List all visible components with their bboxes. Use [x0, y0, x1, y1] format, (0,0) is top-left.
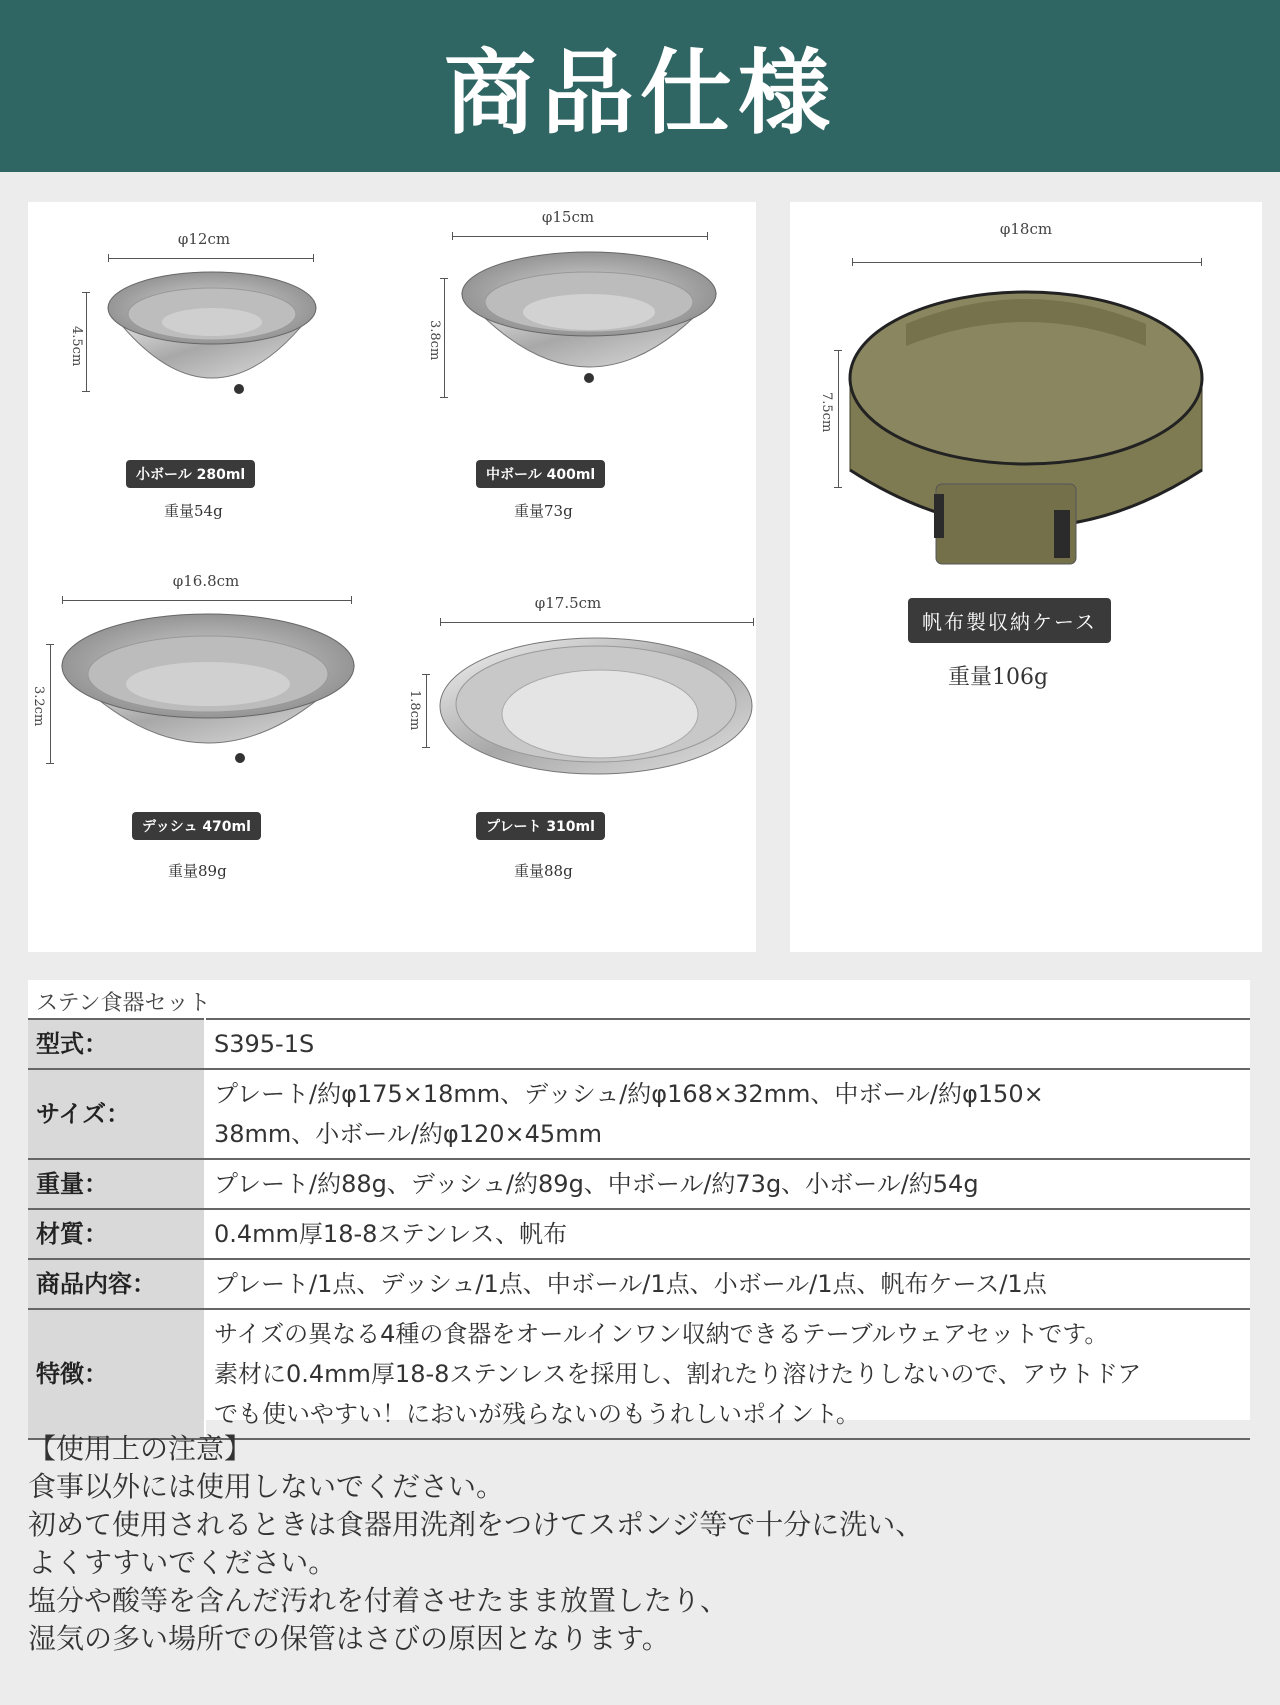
diameter-line — [452, 236, 708, 237]
height-line — [86, 292, 87, 392]
height-line — [838, 350, 839, 488]
value-line: 0.4mm厚18-8ステンレス、帆布 — [214, 1220, 568, 1248]
plate-image — [438, 628, 754, 778]
notes-line: 初めて使用されるときは食器用洗剤をつけてスポンジ等で十分に洗い、 — [28, 1508, 924, 1541]
plate-item — [388, 572, 756, 952]
row-value — [205, 1209, 1250, 1259]
item-name-badge: デッシュ 470ml — [132, 812, 261, 840]
notes-line: 湿気の多い場所での保管はさびの原因となります。 — [28, 1622, 670, 1655]
row-value — [205, 1019, 1250, 1069]
row-label: 商品内容： — [28, 1259, 205, 1309]
diameter-line — [440, 622, 754, 623]
spec-title: ステン食器セット — [36, 991, 211, 1016]
diameter-label: φ12cm — [177, 230, 231, 248]
small-bowl-item — [28, 202, 388, 532]
value-line: S395-1S — [214, 1030, 315, 1058]
height-label: 1.8cm — [407, 690, 422, 731]
height-line — [444, 278, 445, 398]
height-line — [50, 644, 51, 764]
value-line: サイズの異なる4種の食器をオールインワン収納できるテーブルウェアセットです。 — [214, 1320, 1109, 1348]
spec-section — [28, 980, 1250, 1428]
item-weight: 重量73g — [514, 502, 573, 520]
height-line — [426, 674, 427, 748]
notes-line: 塩分や酸等を含んだ汚れを付着させたまま放置したり、 — [28, 1584, 729, 1617]
row-value — [205, 1159, 1250, 1209]
row-label: 型式： — [28, 1019, 205, 1069]
value-line: 38mm、小ボール/約φ120×45mm — [214, 1120, 602, 1148]
case-weight: 重量106g — [948, 665, 1049, 690]
table-row — [28, 1019, 1250, 1069]
diameter-line — [852, 262, 1202, 263]
value-line: プレート/約φ175×18mm、デッシュ/約φ168×32mm、中ボール/約φ150× — [214, 1080, 1044, 1108]
row-label: 重量： — [28, 1159, 205, 1209]
height-label: 3.8cm — [427, 320, 442, 361]
page-title: 商品仕様 — [443, 40, 836, 147]
notes-line: 食事以外には使用しないでください。 — [28, 1470, 505, 1503]
small-bowl-image — [104, 268, 320, 408]
diameter-line — [108, 258, 314, 259]
storage-case-image — [846, 284, 1206, 570]
height-label: 3.2cm — [31, 686, 46, 727]
spec-table — [28, 1018, 1250, 1440]
item-weight: 重量54g — [164, 502, 223, 520]
row-value — [205, 1259, 1250, 1309]
diameter-label: φ16.8cm — [172, 572, 240, 590]
usage-notes — [28, 1430, 1258, 1658]
table-row — [28, 1259, 1250, 1309]
notes-line: よくすすいでください。 — [28, 1546, 337, 1579]
item-name-badge: 中ボール 400ml — [476, 460, 605, 488]
item-weight: 重量88g — [514, 862, 573, 880]
diameter-label: φ15cm — [541, 208, 595, 226]
table-row — [28, 1159, 1250, 1209]
value-line: プレート/1点、デッシュ/1点、中ボール/1点、小ボール/1点、帆布ケース/1点 — [214, 1270, 1047, 1298]
value-line: 素材に0.4mm厚18-8ステンレスを採用し、割れたり溶けたりしないので、アウトドア — [214, 1360, 1142, 1388]
value-line: でも使いやすい！においが残らないのもうれしいポイント。 — [214, 1400, 860, 1428]
header-banner — [0, 0, 1280, 172]
notes-heading: 【使用上の注意】 — [28, 1432, 253, 1465]
item-name-badge: プレート 310ml — [476, 812, 605, 840]
row-label: 特徴： — [28, 1309, 205, 1439]
diameter-line — [62, 600, 352, 601]
diameter-label: φ18cm — [999, 220, 1053, 238]
item-weight: 重量89g — [168, 862, 227, 880]
row-value — [205, 1309, 1250, 1439]
medium-bowl-item — [388, 202, 756, 532]
height-label: 7.5cm — [819, 392, 834, 433]
item-name-badge: 小ボール 280ml — [126, 460, 255, 488]
row-value — [205, 1069, 1250, 1159]
table-row — [28, 1209, 1250, 1259]
dishes-panel — [28, 202, 756, 952]
case-name-badge: 帆布製収納ケース — [908, 598, 1111, 643]
dish-item — [28, 572, 388, 952]
row-label: サイズ： — [28, 1069, 205, 1159]
height-label: 4.5cm — [69, 326, 84, 367]
table-row — [28, 1069, 1250, 1159]
diameter-label: φ17.5cm — [534, 594, 602, 612]
value-line: プレート/約88g、デッシュ/約89g、中ボール/約73g、小ボール/約54g — [214, 1170, 979, 1198]
table-row — [28, 1309, 1250, 1439]
case-panel — [790, 202, 1262, 952]
dish-image — [58, 610, 358, 776]
medium-bowl-image — [458, 250, 720, 400]
row-label: 材質： — [28, 1209, 205, 1259]
